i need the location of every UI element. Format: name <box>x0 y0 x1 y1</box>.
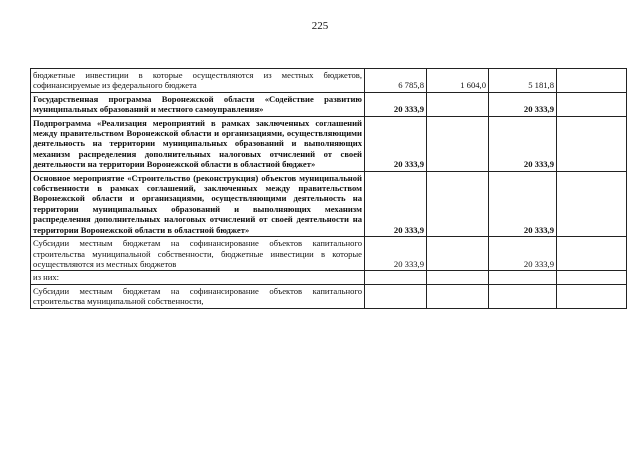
value-total: 20 333,9 <box>365 237 427 271</box>
value-regional: 5 181,8 <box>489 69 557 93</box>
budget-table-body <box>31 69 627 309</box>
value-federal <box>427 116 489 171</box>
value-total: 6 785,8 <box>365 69 427 93</box>
table-row <box>31 171 627 236</box>
value-other <box>557 171 627 236</box>
page-number: 225 <box>311 20 329 32</box>
row-description: Подпрограмма «Реализация мероприятий в рамках заключенных соглашений между правительством Воронежской области и организациями, осуществляющими деятельность на территории муниципальных образований и выполняющих механизм распределения дополнительных налоговых отчислений от своей деятельности на территории Воронежской области в областной бюджет» <box>31 116 365 171</box>
table-row <box>31 237 627 271</box>
value-other <box>557 271 627 284</box>
table-row <box>31 116 627 171</box>
value-other <box>557 69 627 93</box>
row-description: Субсидии местным бюджетам на софинансирование объектов капитального строительства муниципальной собственности, бюджетные инвестиции в которые осуществляются из местных бюджетов <box>31 237 365 271</box>
value-regional: 20 333,9 <box>489 116 557 171</box>
row-description: Субсидии местным бюджетам на софинансирование объектов капитального строительства муниципальной собственности, <box>31 284 365 308</box>
value-other <box>557 284 627 308</box>
table-row <box>31 92 627 116</box>
value-federal <box>427 284 489 308</box>
value-federal <box>427 171 489 236</box>
value-other <box>557 237 627 271</box>
budget-table <box>30 68 627 309</box>
row-description: Государственная программа Воронежской области «Содействие развитию муниципальных образований и местного самоуправления» <box>31 92 365 116</box>
row-description: Основное мероприятие «Строительство (реконструкция) объектов муниципальной собственности в рамках соглашений, заключенных между правительством Воронежской области и организациями, осуществляющими деятельность на территории муниципальных образований и выполняющих механизм распределения дополнительных налоговых отчислений от своей деятельности на территории Воронежской области в областной бюджет» <box>31 171 365 236</box>
value-total: 20 333,9 <box>365 171 427 236</box>
value-regional: 20 333,9 <box>489 237 557 271</box>
value-regional: 20 333,9 <box>489 171 557 236</box>
value-total: 20 333,9 <box>365 92 427 116</box>
table-row <box>31 284 627 308</box>
value-federal: 1 604,0 <box>427 69 489 93</box>
value-total <box>365 284 427 308</box>
value-total <box>365 271 427 284</box>
value-other <box>557 116 627 171</box>
value-federal <box>427 271 489 284</box>
row-description: из них: <box>31 271 365 284</box>
value-federal <box>427 92 489 116</box>
value-regional: 20 333,9 <box>489 92 557 116</box>
value-other <box>557 92 627 116</box>
value-federal <box>427 237 489 271</box>
table-row <box>31 69 627 93</box>
value-regional <box>489 284 557 308</box>
table-row <box>31 271 627 284</box>
value-regional <box>489 271 557 284</box>
value-total: 20 333,9 <box>365 116 427 171</box>
row-description: бюджетные инвестиции в которые осуществляются из местных бюджетов, софинансируемые из федерального бюджета <box>31 69 365 93</box>
